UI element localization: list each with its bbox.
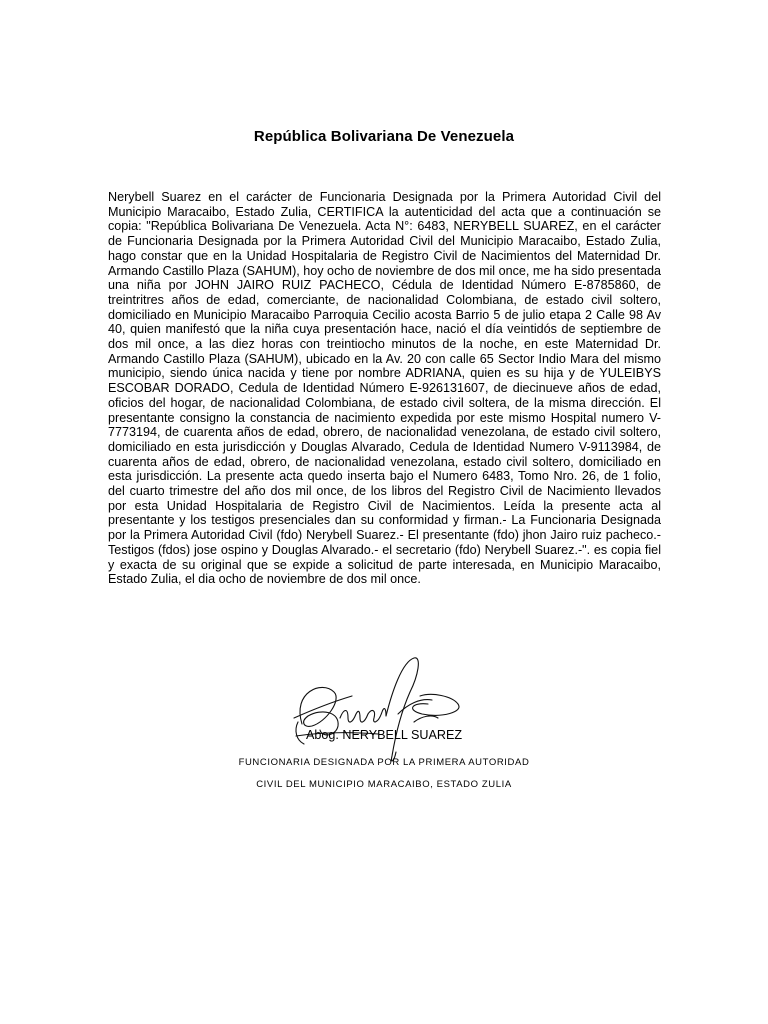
signer-title-line-1: FUNCIONARIA DESIGNADA POR LA PRIMERA AUTORIDAD	[238, 757, 530, 768]
certificate-body-text: Nerybell Suarez en el carácter de Funcionaria Designada por la Primera Autoridad Civil del Municipio Maracaibo, Estado Zulia, CERTIFICA la autenticidad del acta que a continuación se copia: "República Bolivariana De Venezuela. Acta N°: 6483, NERYBELL SUAREZ, en el carácter de Funcionaria Designada por la Primera Autoridad Civil del Municipio Maracaibo, Estado Zulia, hago constar que en la Unidad Hospitalaria de Registro Civil de Nacimientos del Maternidad Dr. Armando Castillo Plaza (SAHUM), hoy ocho de noviembre de dos mil once, me ha sido presentada una niña por JOHN JAIRO RUIZ PACHECO, Cédula de Identidad Número E-8785860, de treintritres años de edad, comerciante, de nacionalidad Colombiana, de estado civil soltero, domiciliado en Municipio Maracaibo Parroquia Cecilio acosta Barrio 5 de julio etapa 2 Calle 98 Av 40, quien manifestó que la niña cuya presentación hace, nació el día veintidós de septiembre de dos mil once, a las diez horas con treintiocho minutos de la noche, en este Maternidad Dr. Armando Castillo Plaza (SAHUM), ubicado en la Av. 20 con calle 65 Sector Indio Mara del mismo municipio, siendo única nacida y tiene por nombre ADRIANA, quien es su hija y de YULEIBYS ESCOBAR DORADO, Cedula de Identidad Número E-926131607, de diecinueve años de edad, oficios del hogar, de nacionalidad Colombiana, de estado civil soltera, de la misma dirección. El presentante consigno la constancia de nacimiento expedida por este mismo Hospital numero V-7773194, de cuarenta años de edad, obrero, de nacionalidad venezolana, de estado civil soltero, domiciliado en esta jurisdicción y Douglas Alvarado, Cedula de Identidad Numero V-9113984, de cuarenta años de edad, obrero, de nacionalidad venezolana, estado civil soltero, domiciliado en esta jurisdicción. La presente acta quedo inserta bajo el Numero 6483, Tomo Nro. 26, de 1 folio, del cuarto trimestre del año dos mil once, de los libros del Registro Civil de Nacimiento llevados por esta Unidad Hospitalaria de Registro Civil de Nacimientos. Leída la presente acta al presentante y los testigos presenciales dan su conformidad y firman.- La Funcionaria Designada por la Primera Autoridad Civil (fdo) Nerybell Suarez.- El presentante (fdo) jhon Jairo ruiz pacheco.- Testigos (fdos) jose ospino y Douglas Alvarado.- el secretario (fdo) Nerybell Suarez.-". es copia fiel y exacta de su original que se expide a solicitud de parte interesada, en Municipio Maracaibo, Estado Zulia, el dia ocho de noviembre de dos mil once.	[108, 190, 661, 587]
signer-name: Abog. NERYBELL SUAREZ	[305, 728, 463, 742]
document-title: República Bolivariana De Venezuela	[253, 128, 515, 145]
signer-title-line-2: CIVIL DEL MUNICIPIO MARACAIBO, ESTADO ZULIA	[256, 779, 512, 790]
handwritten-signature	[282, 652, 482, 772]
